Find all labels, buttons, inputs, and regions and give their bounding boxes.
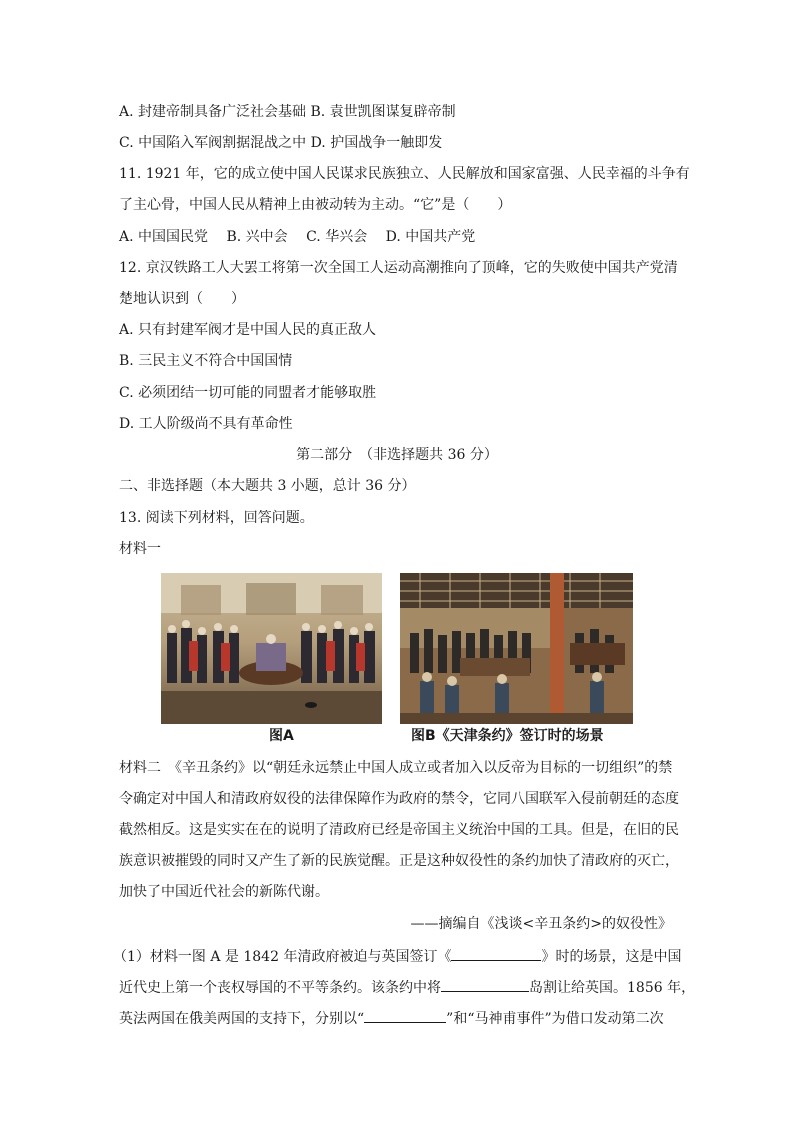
q10-options-ab: A. 封建帝制具备广泛社会基础 B. 袁世凯图谋复辟帝制: [119, 104, 456, 120]
sub1-line3: [119, 1007, 664, 1029]
sub1-line1-text-b: 》时的场景，这是中国: [541, 949, 682, 965]
q12-option-b: B. 三民主义不符合中国国情: [119, 353, 293, 369]
figure-b-caption: 图B《天津条约》签订时的场景: [411, 728, 604, 744]
q12-option-d: D. 工人阶级尚不具有革命性: [119, 416, 293, 432]
sub1-line2-text-a: 近代史上第一个丧权辱国的不平等条约。该条约中将: [119, 980, 441, 996]
q10-options-cd: C. 中国陷入军阀割据混战之中 D. 护国战争一触即发: [119, 135, 443, 151]
sub1-line3-text-b: ”和“马神甫事件”为借口发动第二次: [446, 1011, 664, 1027]
material2-line5: 加快了中国近代社会的新陈代谢。: [119, 884, 329, 900]
material2-line4: 族意识被摧毁的同时又产生了新的民族觉醒。正是这种奴役性的条约加快了清政府的灭亡，: [119, 853, 679, 869]
answer-blank-island[interactable]: [441, 976, 529, 992]
q11-stem-line2: 了主心骨，中国人民从精神上由被动转为主动。“它”是（ ）: [119, 197, 512, 213]
figure-b-image: [400, 573, 633, 724]
q12-stem-line1: 12. 京汉铁路工人大罢工将第一次全国工人运动高潮推向了顶峰，它的失败使中国共产党清: [119, 260, 678, 276]
sub1-line3-text-a: 英法两国在俄美两国的支持下，分别以“: [119, 1011, 365, 1027]
sub1-line1: [113, 945, 681, 967]
q11-stem-line1: 11. 1921 年，它的成立使中国人民谋求民族独立、人民解放和国家富强、人民幸福的斗争有: [119, 166, 690, 182]
material2-line1: 材料二 《辛丑条约》以“朝廷永远禁止中国人成立或者加入以反帝为目标的一切组织”的禁: [119, 760, 673, 776]
material2-source: ——摘编自《浅谈<辛丑条约>的奴役性》: [410, 916, 672, 932]
answer-blank-incident[interactable]: [364, 1007, 446, 1023]
q13-stem: 13. 阅读下列材料，回答问题。: [119, 510, 314, 526]
material1-label: 材料一: [119, 541, 161, 557]
sub1-line2-text-b: 岛割让给英国。1856 年，: [529, 980, 696, 996]
part2-heading: 第二部分 （非选择题共 36 分）: [296, 447, 498, 463]
q12-option-c: C. 必须团结一切可能的同盟者才能够取胜: [119, 385, 377, 401]
q12-option-a: A. 只有封建军阀才是中国人民的真正敌人: [119, 322, 377, 338]
answer-blank-treaty[interactable]: [451, 945, 541, 961]
material2-line3: 截然相反。这是实实在在的说明了清政府已经是帝国主义统治中国的工具。但是，在旧的民: [119, 822, 679, 838]
figure-a-caption: 图A: [269, 728, 294, 744]
figure-a-image: [161, 573, 382, 724]
material2-line2: 令确定对中国人和清政府奴役的法律保障作为政府的禁令，它同八国联军入侵前朝廷的态度: [119, 791, 679, 807]
sub1-line1-text-a: （1）材料一图 A 是 1842 年清政府被迫与英国签订《: [113, 949, 452, 965]
section-heading: 二、非选择题（本大题共 3 小题，总计 36 分）: [119, 478, 416, 494]
sub1-line2: [119, 976, 695, 998]
q11-options: A. 中国国民党 B. 兴中会 C. 华兴会 D. 中国共产党: [119, 229, 476, 245]
q12-stem-line2: 楚地认识到（ ）: [119, 291, 245, 307]
